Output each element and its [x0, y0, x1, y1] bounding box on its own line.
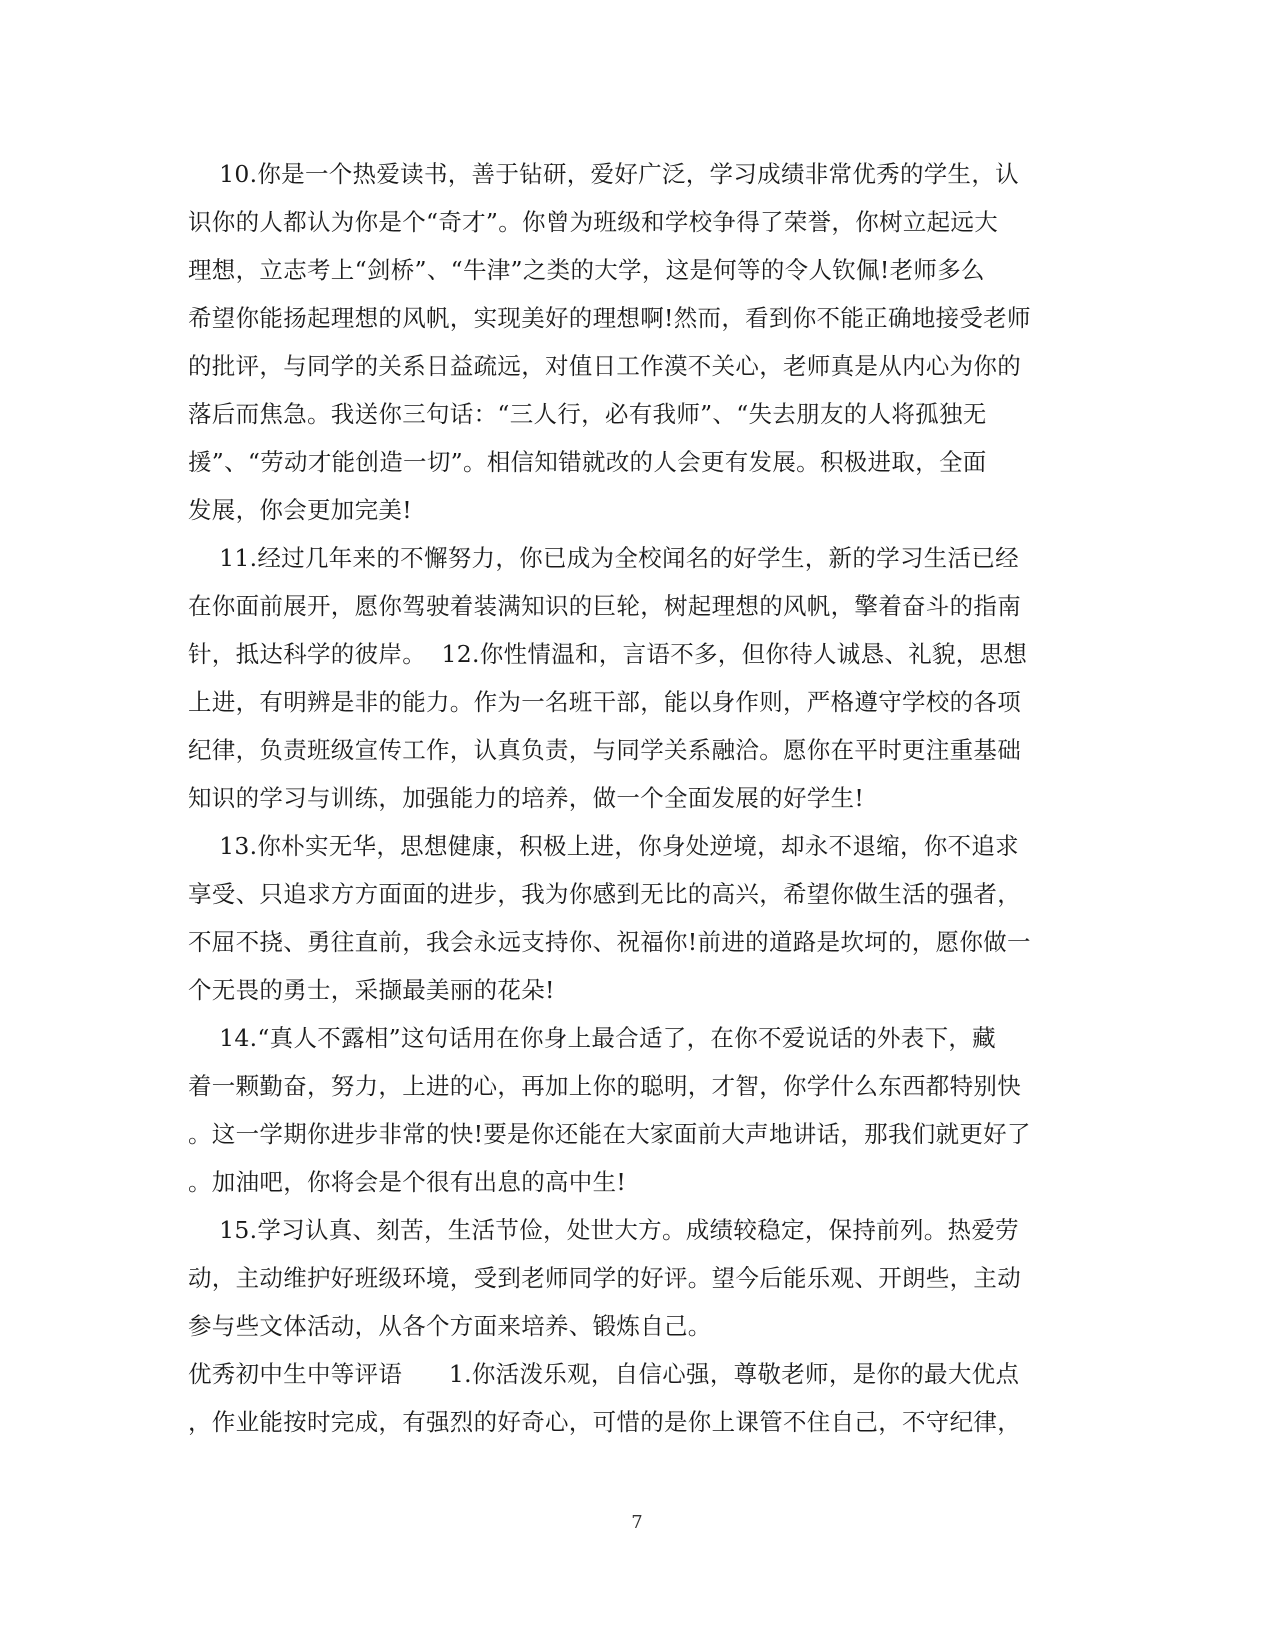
text-line: 在你面前展开，愿你驾驶着装满知识的巨轮，树起理想的风帆，擎着奋斗的指南: [188, 592, 1021, 620]
text-line: 优秀初中生中等评语 1.你活泼乐观，自信心强，尊敬老师，是你的最大优点: [188, 1360, 1020, 1388]
text-line: 理想，立志考上“剑桥”、“牛津”之类的大学，这是何等的令人钦佩!老师多么: [188, 256, 985, 284]
text-line: 14.“真人不露相”这句话用在你身上最合适了，在你不爱说话的外表下，藏: [188, 1024, 996, 1052]
body-text: [188, 150, 1068, 1446]
text-line: 针，抵达科学的彼岸。 12.你性情温和，言语不多，但你待人诚恳、礼貌，思想: [188, 640, 1028, 668]
text-line: 。这一学期你进步非常的快!要是你还能在大家面前大声地讲话，那我们就更好了: [188, 1120, 1031, 1148]
text-line: 15.学习认真、刻苦，生活节俭，处世大方。成绩较稳定，保持前列。热爱劳: [188, 1216, 1019, 1244]
text-line: 发展，你会更加完美!: [188, 496, 412, 524]
text-line: 10.你是一个热爱读书，善于钻研，爱好广泛，学习成绩非常优秀的学生，认: [188, 160, 1019, 188]
text-line: 希望你能扬起理想的风帆，实现美好的理想啊!然而，看到你不能正确地接受老师: [188, 304, 1031, 332]
page-number: 7: [631, 1512, 643, 1533]
text-line: 的批评，与同学的关系日益疏远，对值日工作漠不关心，老师真是从内心为你的: [188, 352, 1021, 380]
text-line: 识你的人都认为你是个“奇才”。你曾为班级和学校争得了荣誉，你树立起远大: [188, 208, 999, 236]
text-line: 13.你朴实无华，思想健康，积极上进，你身处逆境，却永不退缩，你不追求: [188, 832, 1019, 860]
text-line: 不屈不挠、勇往直前，我会永远支持你、祝福你!前进的道路是坎坷的，愿你做一: [188, 928, 1031, 956]
text-line: 上进，有明辨是非的能力。作为一名班干部，能以身作则，严格遵守学校的各项: [188, 688, 1021, 716]
text-line: 着一颗勤奋，努力，上进的心，再加上你的聪明，才智，你学什么东西都特别快: [188, 1072, 1021, 1100]
text-line: 纪律，负责班级宣传工作，认真负责，与同学关系融洽。愿你在平时更注重基础: [188, 736, 1021, 764]
text-line: 知识的学习与训练，加强能力的培养，做一个全面发展的好学生!: [188, 784, 865, 812]
text-line: 参与些文体活动，从各个方面来培养、锻炼自己。: [188, 1312, 712, 1340]
text-line: 落后而焦急。我送你三句话：“三人行，必有我师”、“失去朋友的人将孤独无: [188, 400, 987, 428]
text-line: 。加油吧，你将会是个很有出息的高中生!: [188, 1168, 627, 1196]
text-line: 享受、只追求方方面面的进步，我为你感到无比的高兴，希望你做生活的强者，: [188, 880, 1021, 908]
text-line: 个无畏的勇士，采撷最美丽的花朵!: [188, 976, 555, 1004]
text-line: 11.经过几年来的不懈努力，你已成为全校闻名的好学生，新的学习生活已经: [188, 544, 1019, 572]
text-line: 动，主动维护好班级环境，受到老师同学的好评。望今后能乐观、开朗些，主动: [188, 1264, 1021, 1292]
text-line: ，作业能按时完成，有强烈的好奇心，可惜的是你上课管不住自己，不守纪律，: [188, 1408, 1021, 1436]
text-line: 援”、“劳动才能创造一切”。相信知错就改的人会更有发展。积极进取，全面: [188, 448, 987, 476]
